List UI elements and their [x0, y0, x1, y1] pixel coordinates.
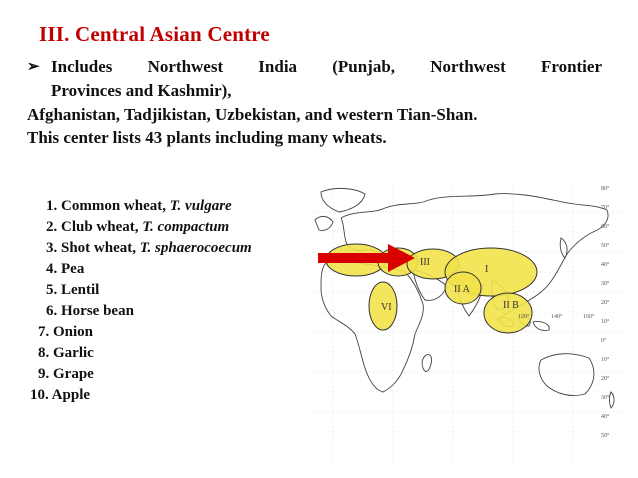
- center-label: I: [485, 264, 489, 275]
- slide-title: III. Central Asian Centre: [39, 22, 270, 46]
- plant-list: [30, 196, 252, 406]
- latitude-label: 0°: [601, 338, 607, 344]
- latitude-label: 20°: [601, 300, 610, 306]
- plant-list-item: [30, 343, 252, 364]
- center-label: II B: [503, 300, 519, 311]
- plant-name: 3. Shot wheat,: [46, 240, 140, 256]
- longitude-label: 140°: [551, 314, 563, 320]
- plant-latin-name: T. sphaerocoecum: [139, 240, 252, 256]
- longitude-label: 160°: [583, 314, 595, 320]
- plant-list-item: [30, 217, 252, 238]
- longitude-label: 120°: [518, 314, 530, 320]
- bullet-line-2: Provinces and Kashmir),: [51, 81, 232, 100]
- plant-name: 6. Horse bean: [46, 303, 134, 319]
- plant-latin-name: T. compactum: [142, 219, 230, 235]
- arrow-shaft: [318, 253, 388, 263]
- latitude-label: 40°: [601, 414, 610, 420]
- plant-list-item: [30, 385, 252, 406]
- latitude-label: 40°: [601, 262, 610, 268]
- bullet-arrow-icon: ➢: [27, 59, 40, 75]
- plant-name: 10. Apple: [30, 387, 91, 403]
- plant-name: 7. Onion: [38, 324, 94, 340]
- plant-list-item: [30, 280, 252, 301]
- latitude-label: 50°: [601, 433, 610, 439]
- plant-list-item: [30, 196, 252, 217]
- latitude-label: 50°: [601, 243, 610, 249]
- plant-list-item: [30, 301, 252, 322]
- map-graticule: [313, 186, 623, 470]
- indo-malayan-center: [484, 293, 532, 333]
- latitude-label: 60°: [601, 224, 610, 230]
- latitude-label: 30°: [601, 281, 610, 287]
- bullet-line-1: Includes Northwest India (Punjab, Northwest Frontier: [51, 57, 602, 76]
- bullet-point: [27, 55, 602, 102]
- plant-list-item: [30, 259, 252, 280]
- latitude-label: 80°: [601, 186, 610, 192]
- latitude-label: 20°: [601, 376, 610, 382]
- region-list-text: Afghanistan, Tadjikistan, Uzbekistan, and western Tian-Shan.: [27, 105, 478, 124]
- latitude-label: 10°: [601, 319, 610, 325]
- plant-count-text: This center lists 43 plants including many wheats.: [27, 128, 387, 147]
- latitude-label: 10°: [601, 357, 610, 363]
- plant-list-item: [30, 238, 252, 259]
- plant-name: 2. Club wheat,: [46, 219, 143, 235]
- center-label: II A: [454, 284, 470, 295]
- latitude-label: 30°: [601, 395, 610, 401]
- plant-name: 5. Lentil: [46, 282, 100, 298]
- plant-latin-name: T. vulgare: [169, 198, 232, 214]
- plant-list-item: [30, 322, 252, 343]
- latitude-label: 70°: [601, 205, 610, 211]
- center-label: III: [420, 257, 430, 268]
- plant-name: 8. Garlic: [38, 345, 94, 361]
- plant-name: 9. Grape: [38, 366, 94, 382]
- center-label: VI: [381, 302, 392, 313]
- plant-name: 1. Common wheat,: [46, 198, 170, 214]
- plant-name: 4. Pea: [46, 261, 85, 277]
- plant-list-item: [30, 364, 252, 385]
